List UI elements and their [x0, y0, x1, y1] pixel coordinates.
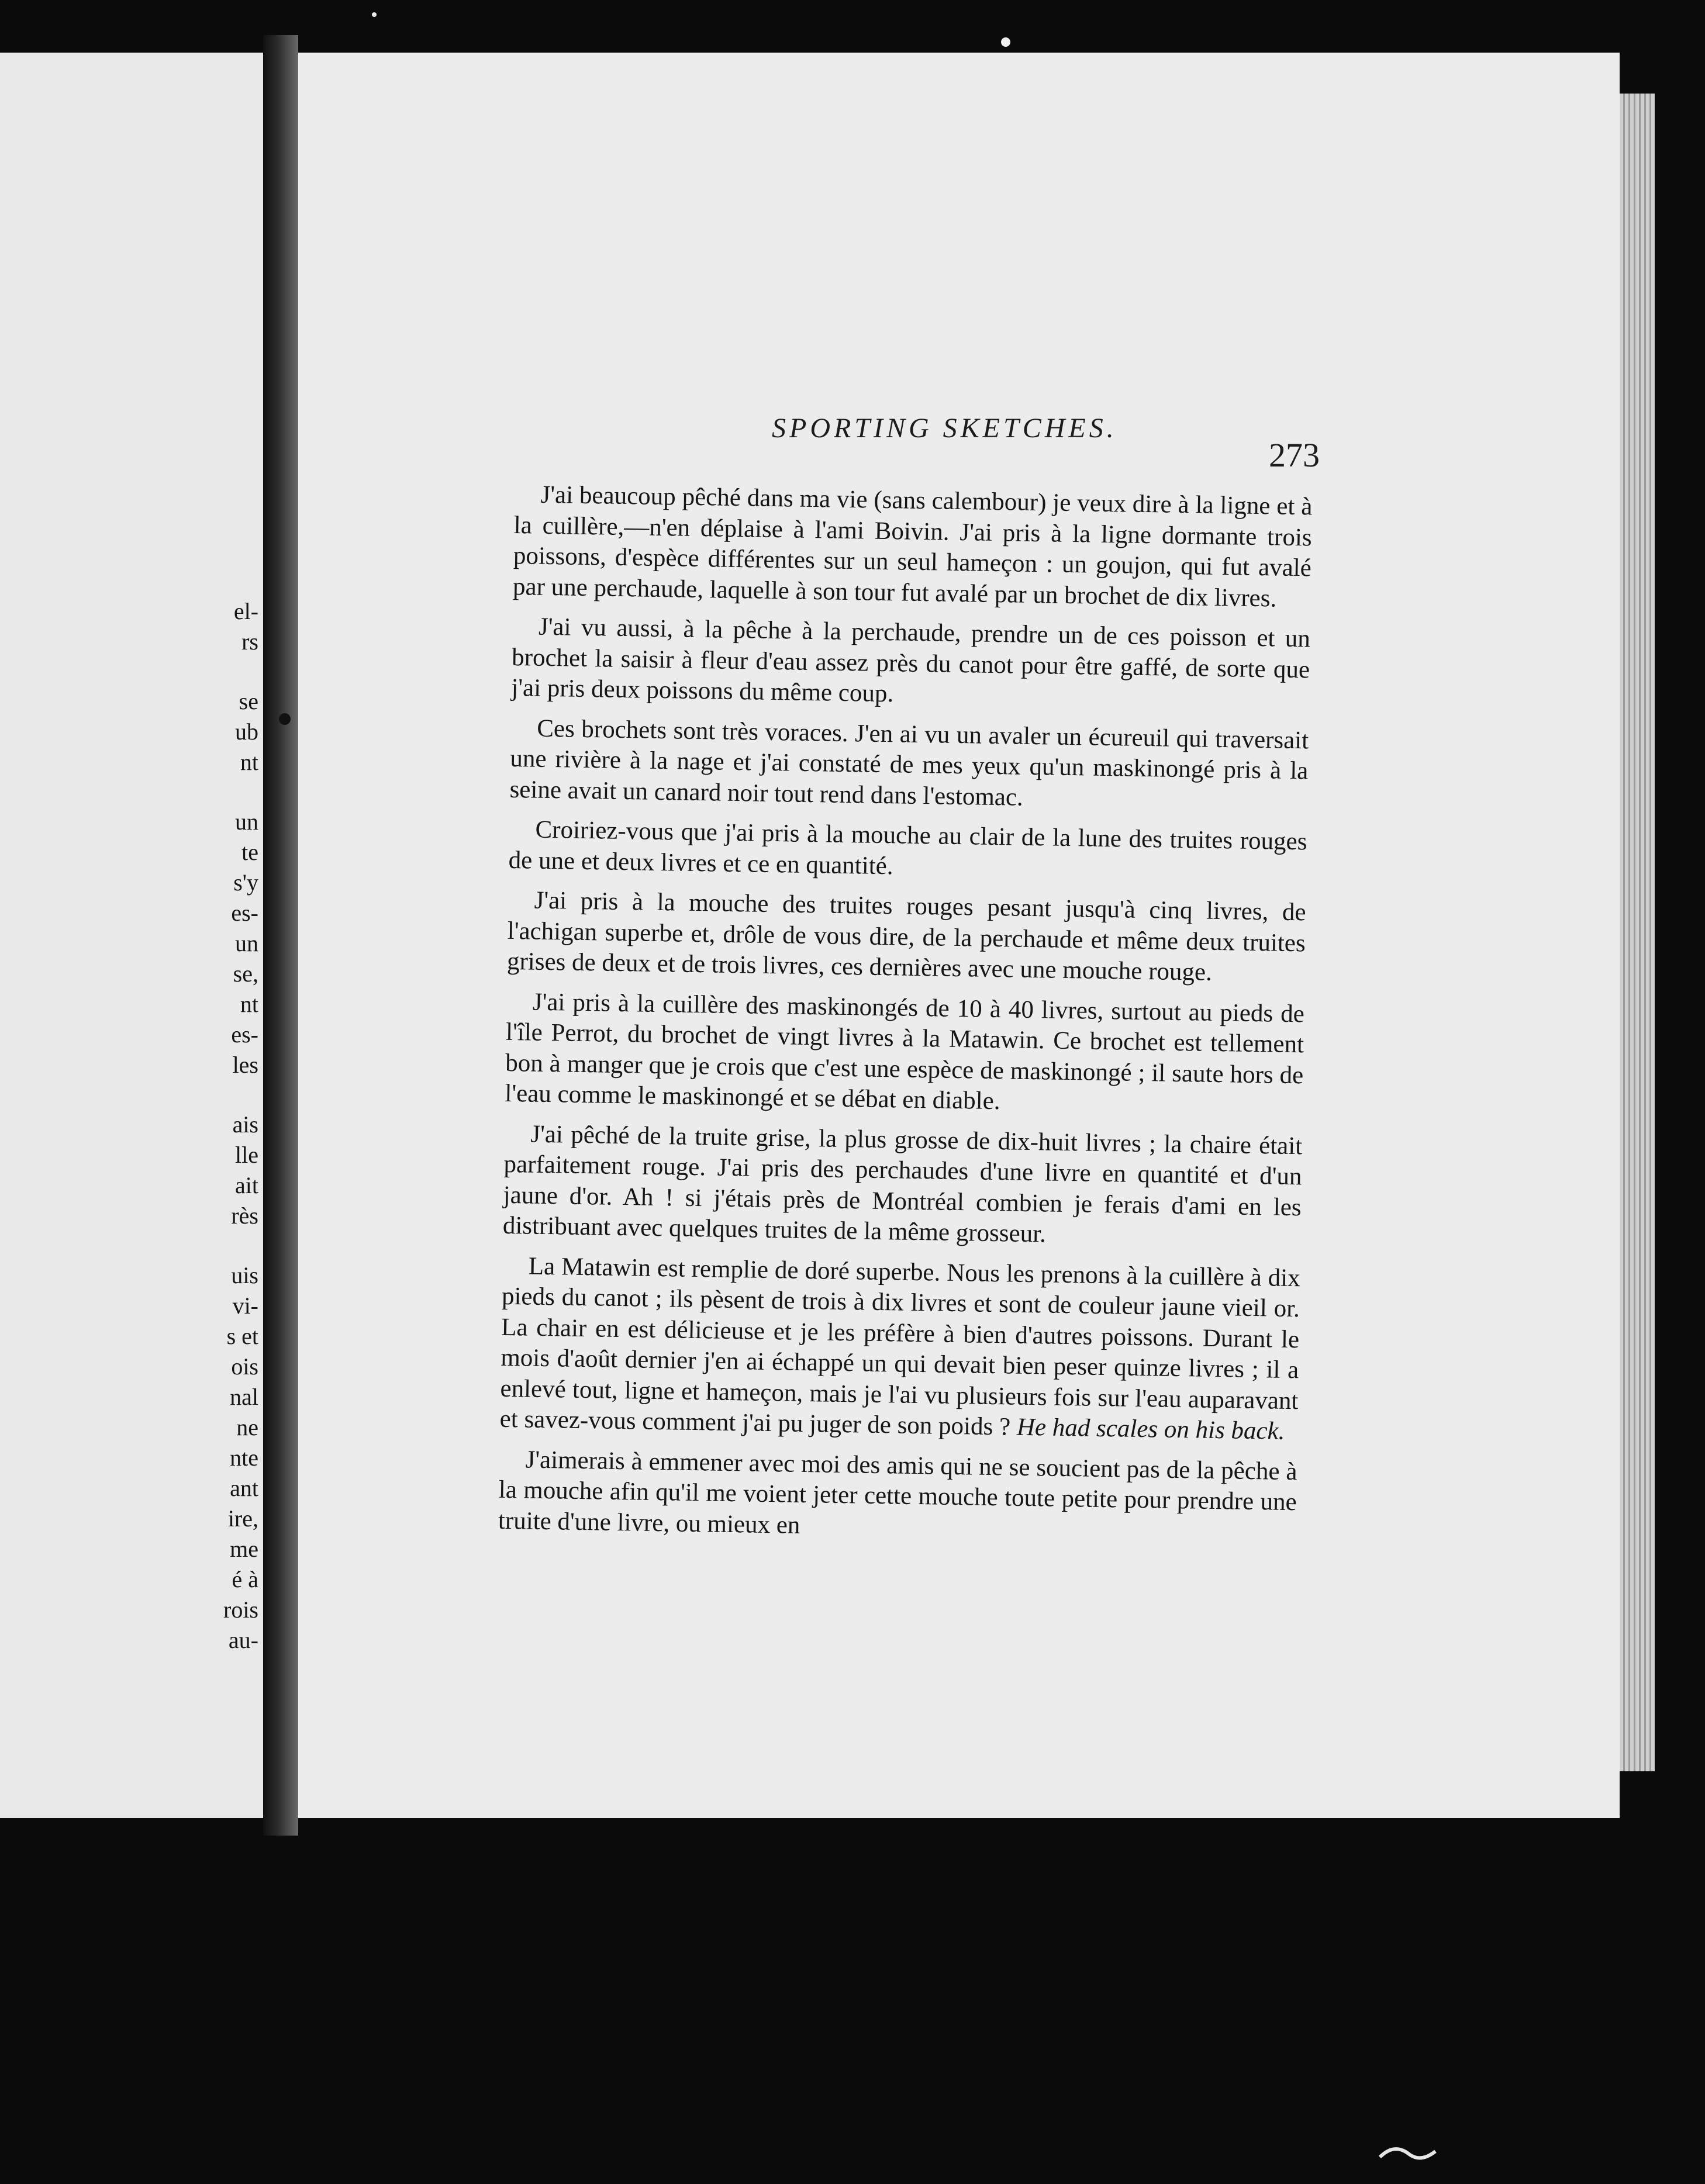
fragment-line: s et — [226, 1323, 258, 1349]
fragment-line: ait — [235, 1172, 258, 1198]
previous-page-text-fragments — [177, 596, 258, 1656]
page-number: 273 — [1269, 436, 1320, 474]
paragraph: Ces brochets sont très voraces. J'en ai vu un avaler un écureuil qui traversait une rivière à la nage et j'ai constaté de mes yeux qu'un maskinongé pris à la seine avait un canard noir tout rend dans l'estomac. — [509, 714, 1309, 811]
fragment-line: lle — [235, 1142, 258, 1168]
fragment-line: es- — [231, 1021, 258, 1048]
fragment-gap — [177, 657, 258, 686]
paragraph: La Matawin est remplie de doré superbe. Nous les prenons à la cuillère à dix pieds du canot ; ils pèsent de trois à dix livres et sont de couleur jaune vieil or. La chair en est délicieuse et je les préfère à bien d'autres poissons. Durant le mois d'août dernier j'en ai échappé un qui devait bien peser quinze livres ; il a enlevé tout, ligne et hameçon, mais je l'ai vu plusieurs fois sur l'eau auparavant et savez-vous comment j'ai pu juger de son poids ? He had scales on his back. — [499, 1252, 1301, 1445]
fragment-line: rs — [241, 628, 258, 655]
fragment-line: ne — [236, 1414, 258, 1440]
paragraph: J'ai pêché de la truite grise, la plus grosse de dix-huit livres ; la chaire était parfaitement rouge. J'ai pris des perchaudes d'une livre en quantité et d'un jaune d'or. Ah ! si j'étais près de Montréal combien je ferais d'ami en les distribuant avec quelques truites de la même grosseur. — [502, 1120, 1303, 1248]
body-text — [498, 479, 1313, 1549]
fragment-line: nt — [240, 749, 258, 775]
fragment-line: ub — [235, 718, 258, 745]
paragraph: J'aimerais à emmener avec moi des amis qui ne se soucient pas de la pêche à la mouche afin qu'il me voient jeter cette mouche toute petite pour prendre une truite d'une livre, ou mieux en — [498, 1446, 1297, 1539]
paragraph: J'ai pris à la cuillère des maskinongés de 10 à 40 livres, surtout au pieds de l'île Perrot, du brochet de vingt livres à la Matawin. Ce brochet est tellement bon à manger que je crois que c'est une espèce de maskinongé ; il saute hors de l'eau comme le maskinongé et se débat en diable. — [505, 988, 1305, 1115]
book-gutter — [263, 35, 298, 1836]
fragment-line: é à — [232, 1566, 258, 1592]
paragraph: J'ai vu aussi, à la pêche à la perchaude, prendre un de ces poisson et un brochet la saisir à fleur d'eau assez près du canot pour être gaffé, de sorte que j'ai pris deux poissons du même coup. — [511, 613, 1311, 708]
fragment-line: s'y — [233, 869, 258, 896]
paragraph: J'ai beaucoup pêché dans ma vie (sans calembour) je veux dire à la ligne et à la cuillère,—n'en déplaise à l'ami Boivin. J'ai pris à la ligne dormante trois poissons, d'espèce différentes sur un seul hameçon : un goujon, qui fut avalé par une perchaude, laquelle à son tour fut avalé par un brochet de dix livres. — [512, 481, 1313, 612]
fragment-line: te — [241, 839, 258, 865]
paragraph: Croiriez-vous que j'ai pris à la mouche au clair de la lune des truites rouges de une et deux livres et ce en quantité. — [508, 815, 1307, 880]
fragment-line: vi- — [232, 1293, 258, 1319]
running-title: SPORTING SKETCHES. — [772, 413, 1117, 444]
fragment-line: se, — [233, 960, 258, 987]
fragment-line: el- — [233, 598, 258, 624]
current-page — [298, 53, 1620, 1818]
fragment-line: au- — [228, 1627, 258, 1653]
fragment-line: un — [235, 930, 258, 956]
fragment-line: me — [230, 1536, 258, 1562]
fragment-line: nte — [230, 1445, 258, 1471]
fragment-line: rès — [231, 1202, 258, 1229]
fragment-line: ire, — [227, 1505, 258, 1532]
fragment-gap — [177, 1231, 258, 1260]
fragment-line: se — [239, 688, 258, 714]
paragraph: J'ai pris à la mouche des truites rouges pesant jusqu'à cinq livres, de l'achigan superbe et, drôle de vous dire, de la perchaude et même deux truites grises de deux et de trois livres, ces dernières avec une mouche rouge. — [506, 886, 1306, 986]
fragment-line: uis — [231, 1262, 258, 1288]
fragment-line: rois — [223, 1596, 258, 1623]
fragment-line: les — [232, 1052, 258, 1078]
page-edge — [1620, 94, 1655, 1771]
italic-phrase: He had scales on his back. — [1016, 1413, 1285, 1445]
previous-page — [0, 53, 263, 1818]
fragment-gap — [177, 1080, 258, 1110]
fragment-line: nt — [240, 991, 258, 1017]
fragment-gap — [177, 777, 258, 807]
fragment-line: ais — [232, 1111, 258, 1138]
fragment-line: es- — [231, 900, 258, 926]
fragment-line: un — [235, 808, 258, 835]
fragment-line: nal — [230, 1384, 258, 1410]
fragment-line: ant — [230, 1475, 258, 1501]
fragment-line: ois — [231, 1353, 258, 1380]
